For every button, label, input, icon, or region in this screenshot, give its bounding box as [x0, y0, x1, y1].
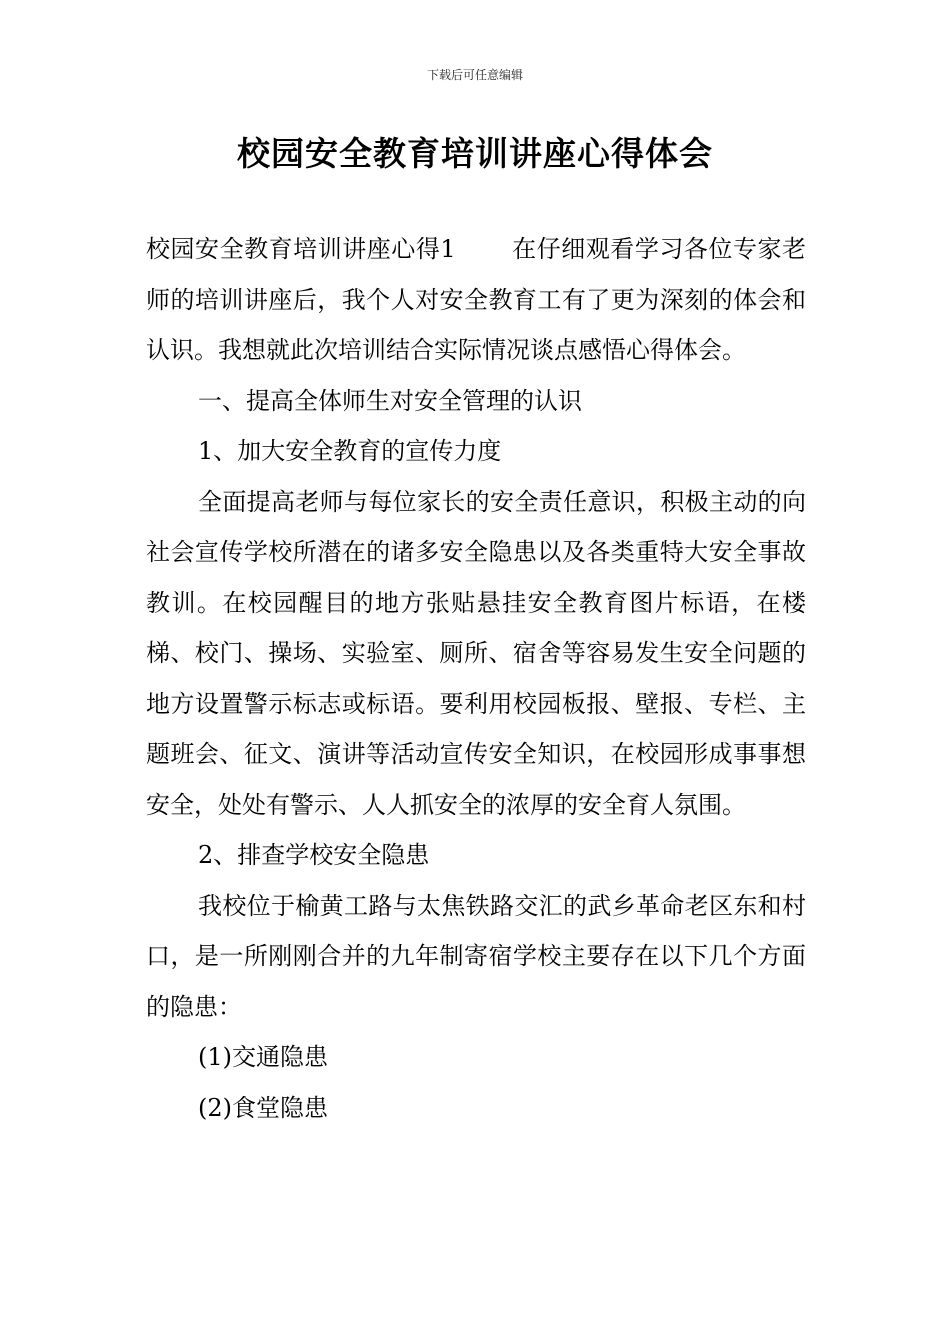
- list-item-traffic: (1)交通隐患: [198, 1043, 328, 1071]
- list-item-canteen: (2)食堂隐患: [198, 1093, 328, 1122]
- paragraph-publicity: 全面提高老师与每位家长的安全责任意识，积极主动的向社会宣传学校所潜在的诸多安全隐患以及各类重特大安全事故教训。在校园醒目的地方张贴悬挂安全教育图片标语，在楼梯、校门、操场、实验室、厕所、宿舍等容易发生安全问题的地方设置警示标志或标语。要利用校园板报、壁报、专栏、主题班会、征文、演讲等活动宣传安全知识，在校园形成事事想安全，处处有警示、人人抓安全的浓厚的安全育人氛围。: [146, 487, 806, 819]
- intro-body: 在仔细观看学习各位专家老师的培训讲座后，我个人对安全教育工有了更为深刻的体会和认识。我想就此次培训结合实际情况谈点感悟心得体会。: [146, 235, 806, 364]
- header-note: 下载后可任意编辑: [426, 68, 523, 82]
- paragraph-school-location: 我校位于榆黄工路与太焦铁路交汇的武乡革命老区东和村口，是一所刚刚合并的九年制寄宿学校主要存在以下几个方面的隐患：: [146, 891, 806, 1021]
- section-heading-1: 一、提高全体师生对安全管理的认识: [198, 386, 582, 415]
- document-title: 校园安全教育培训讲座心得体会: [237, 134, 713, 173]
- subsection-heading-2: 2、排查学校安全隐患: [198, 841, 430, 869]
- intro-lead: 校园安全教育培训讲座心得1: [146, 235, 456, 263]
- paragraph-intro: [146, 224, 806, 376]
- subsection-heading-1: 1、加大安全教育的宣传力度: [198, 437, 502, 465]
- document-body: [146, 224, 806, 1133]
